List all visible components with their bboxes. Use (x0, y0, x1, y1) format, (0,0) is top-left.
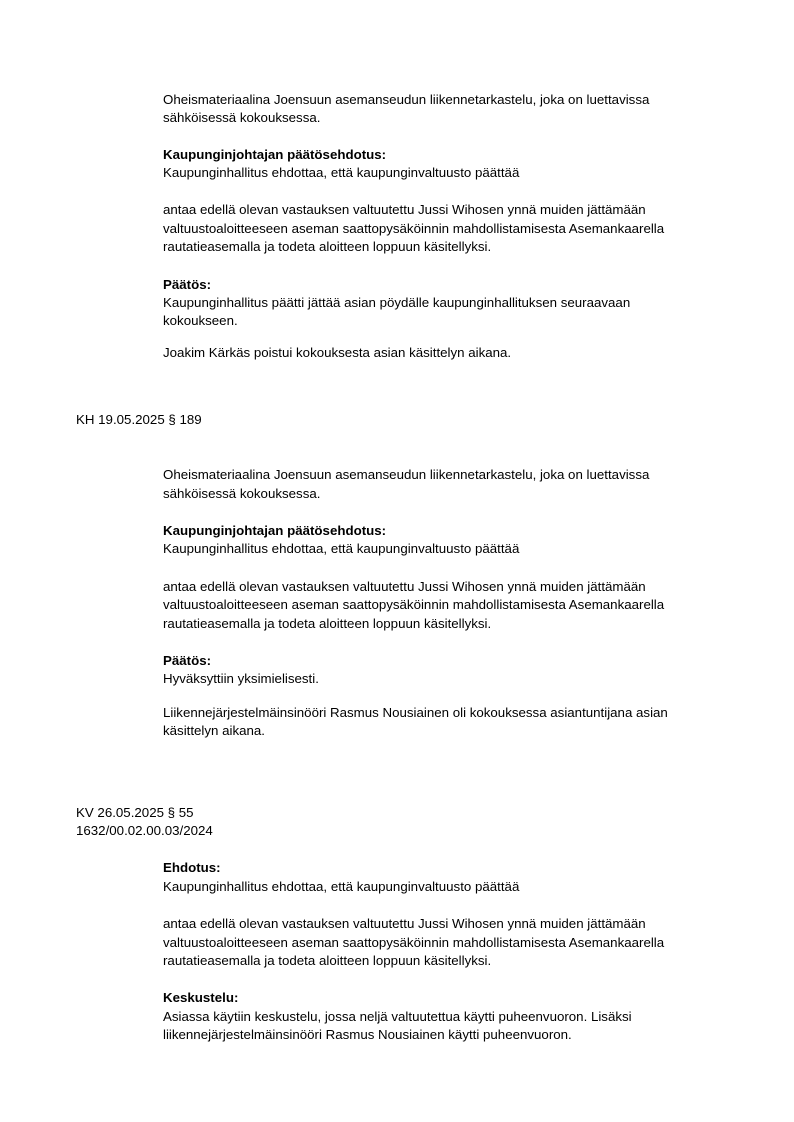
note-text: Liikennejärjestelmäinsinööri Rasmus Nousiainen oli kokouksessa asiantuntijana asian (163, 705, 668, 720)
proposal-text: Kaupunginhallitus ehdottaa, että kaupunginvaltuusto päättää (163, 165, 520, 180)
note-text: Joakim Kärkäs poistui kokouksesta asian käsittelyn aikana. (163, 345, 512, 360)
attachment-text: Oheismateriaalina Joensuun asemanseudun liikennetarkastelu, joka on luettavissa (163, 467, 650, 482)
decision-heading: Päätös: (163, 653, 212, 668)
discussion-heading: Keskustelu: (163, 990, 239, 1005)
proposal-text: Kaupunginhallitus ehdottaa, että kaupunginvaltuusto päättää (163, 879, 520, 894)
decision-heading: Päätös: (163, 277, 212, 292)
proposal-body: rautatieasemalla ja todeta aloitteen loppuun käsitellyksi. (163, 616, 492, 631)
proposal-body: antaa edellä olevan vastauksen valtuutettu Jussi Wihosen ynnä muiden jättämään (163, 916, 646, 931)
decision-text: Hyväksyttiin yksimielisesti. (163, 671, 319, 686)
proposal-body: antaa edellä olevan vastauksen valtuutettu Jussi Wihosen ynnä muiden jättämään (163, 579, 646, 594)
proposal-body: rautatieasemalla ja todeta aloitteen loppuun käsitellyksi. (163, 239, 492, 254)
attachment-text: Oheismateriaalina Joensuun asemanseudun liikennetarkastelu, joka on luettavissa (163, 92, 650, 107)
discussion-text: liikennejärjestelmäinsinööri Rasmus Nousiainen käytti puheenvuoron. (163, 1027, 572, 1042)
proposal-heading: Ehdotus: (163, 860, 221, 875)
section-reference: KH 19.05.2025 § 189 (76, 412, 202, 427)
attachment-text: sähköisessä kokouksessa. (163, 486, 321, 501)
record-number: 1632/00.02.00.03/2024 (76, 823, 213, 838)
note-text: käsittelyn aikana. (163, 723, 265, 738)
decision-text: Kaupunginhallitus päätti jättää asian pöydälle kaupunginhallituksen seuraavaan (163, 295, 631, 310)
proposal-body: rautatieasemalla ja todeta aloitteen loppuun käsitellyksi. (163, 953, 492, 968)
proposal-body: antaa edellä olevan vastauksen valtuutettu Jussi Wihosen ynnä muiden jättämään (163, 202, 646, 217)
section-reference: KV 26.05.2025 § 55 (76, 805, 194, 820)
proposal-heading: Kaupunginjohtajan päätösehdotus: (163, 147, 387, 162)
attachment-text: sähköisessä kokouksessa. (163, 110, 321, 125)
proposal-heading: Kaupunginjohtajan päätösehdotus: (163, 523, 387, 538)
proposal-body: valtuustoaloitteeseen aseman saattopysäköinnin mahdollistamisesta Asemankaarella (163, 221, 665, 236)
proposal-body: valtuustoaloitteeseen aseman saattopysäköinnin mahdollistamisesta Asemankaarella (163, 597, 665, 612)
discussion-text: Asiassa käytiin keskustelu, jossa neljä valtuutettua käytti puheenvuoron. Lisäksi (163, 1009, 632, 1024)
decision-text: kokoukseen. (163, 313, 238, 328)
proposal-body: valtuustoaloitteeseen aseman saattopysäköinnin mahdollistamisesta Asemankaarella (163, 935, 665, 950)
proposal-text: Kaupunginhallitus ehdottaa, että kaupunginvaltuusto päättää (163, 541, 520, 556)
